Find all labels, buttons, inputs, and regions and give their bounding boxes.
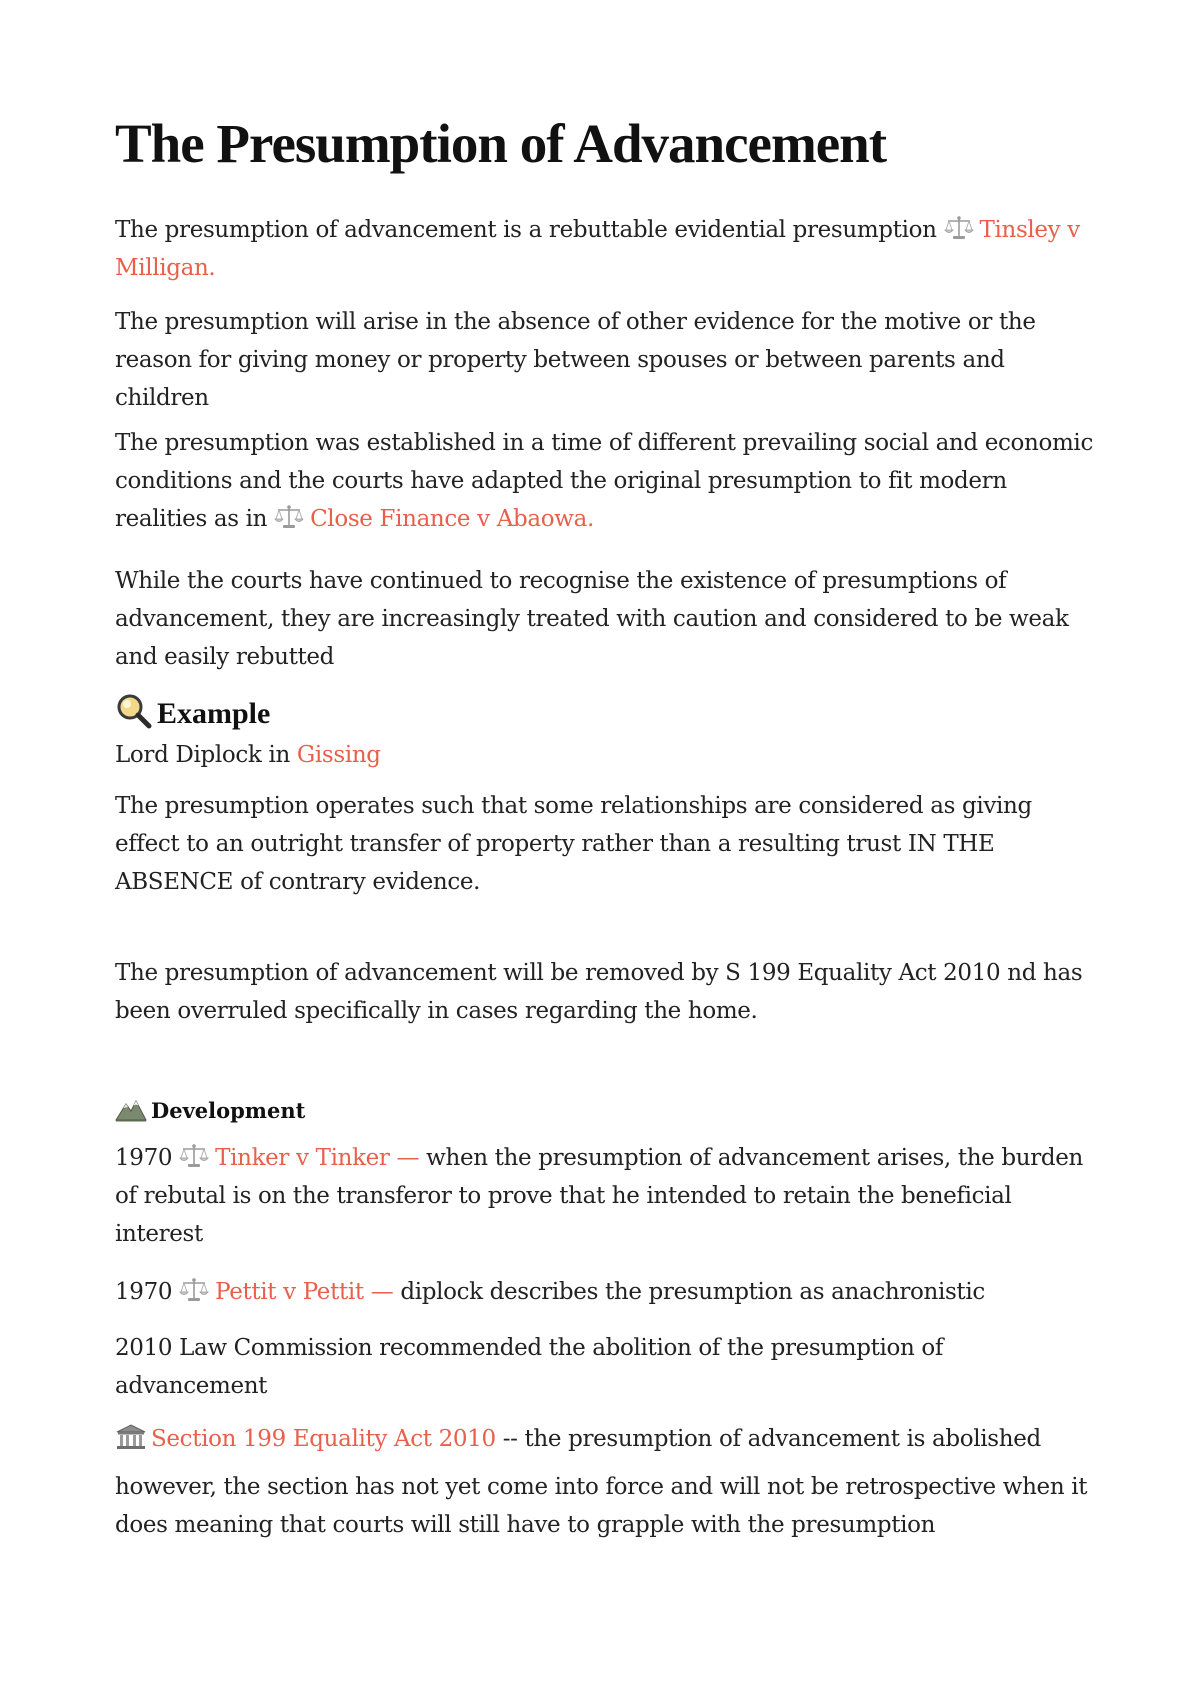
paragraph-diplock xyxy=(115,736,1095,774)
paragraph-outright-transfer: The presumption operates such that some relationships are considered as giving effect to an outright transfer of property rather than a resulting trust IN THE ABSENCE of contrary evidence. xyxy=(115,793,1032,895)
development-item-law-commission: 2010 Law Commission recommended the abolition of the presumption of advancement xyxy=(115,1335,944,1399)
case-link-tinsley[interactable]: Tinsley v Milligan. xyxy=(115,217,1080,281)
scales-icon xyxy=(944,215,974,241)
paragraph-equality-act: The presumption of advancement will be removed by S 199 Equality Act 2010 nd has been overruled specifically in cases regarding the home. xyxy=(115,960,1083,1024)
item-text: -- the presumption of advancement is abolished xyxy=(495,1426,1041,1452)
development-heading-text: Development xyxy=(151,1098,306,1123)
paragraph-caution: While the courts have continued to recognise the existence of presumptions of advancement, they are increasingly treated with caution and considered to be weak and easily rebutted xyxy=(115,568,1069,670)
classical-building-icon xyxy=(115,1423,147,1451)
item-text: diplock describes the presumption as anachronistic xyxy=(400,1279,985,1305)
paragraph-text: The presumption of advancement is a rebuttable evidential presumption xyxy=(115,217,944,243)
magnifying-glass-icon xyxy=(115,692,153,730)
paragraph-established xyxy=(115,424,1095,538)
development-item-tinker xyxy=(115,1139,1095,1253)
year-label: 1970 xyxy=(115,1145,180,1171)
case-link-gissing[interactable]: Gissing xyxy=(296,742,381,768)
example-heading-text: Example xyxy=(157,697,271,730)
scales-icon xyxy=(179,1277,209,1303)
paragraph-text: Lord Diplock in xyxy=(115,742,297,768)
page-title: The Presumption of Advancement xyxy=(115,113,887,174)
development-heading xyxy=(115,1096,305,1123)
development-item-not-in-force: however, the section has not yet come into force and will not be retrospective when it does meaning that courts will still have to grapple with the presumption xyxy=(115,1474,1088,1538)
case-link-tinker[interactable]: Tinker v Tinker — xyxy=(215,1145,427,1171)
case-link-pettit[interactable]: Pettit v Pettit — xyxy=(215,1279,401,1305)
paragraph-text: The presumption was established in a time of different prevailing social and economic conditions and the courts have adapted the original presumption to fit modern realities as in xyxy=(115,430,1093,532)
scales-icon xyxy=(274,504,304,530)
item-text: when the presumption of advancement arises, the burden of rebutal is on the transferor to prove that he intended to retain the beneficial interest xyxy=(115,1145,1083,1247)
development-item-section-199 xyxy=(115,1420,1095,1458)
development-item-pettit xyxy=(115,1273,1095,1311)
scales-icon xyxy=(179,1143,209,1169)
example-heading xyxy=(115,692,270,731)
statute-link-section-199[interactable]: Section 199 Equality Act 2010 xyxy=(151,1426,496,1452)
case-link-close-finance[interactable]: Close Finance v Abaowa. xyxy=(310,506,594,532)
year-label: 1970 xyxy=(115,1279,180,1305)
mountain-icon xyxy=(115,1096,147,1122)
paragraph-arise: The presumption will arise in the absence of other evidence for the motive or the reason for giving money or property between spouses or between parents and children xyxy=(115,309,1036,411)
paragraph-rebuttable xyxy=(115,211,1095,287)
